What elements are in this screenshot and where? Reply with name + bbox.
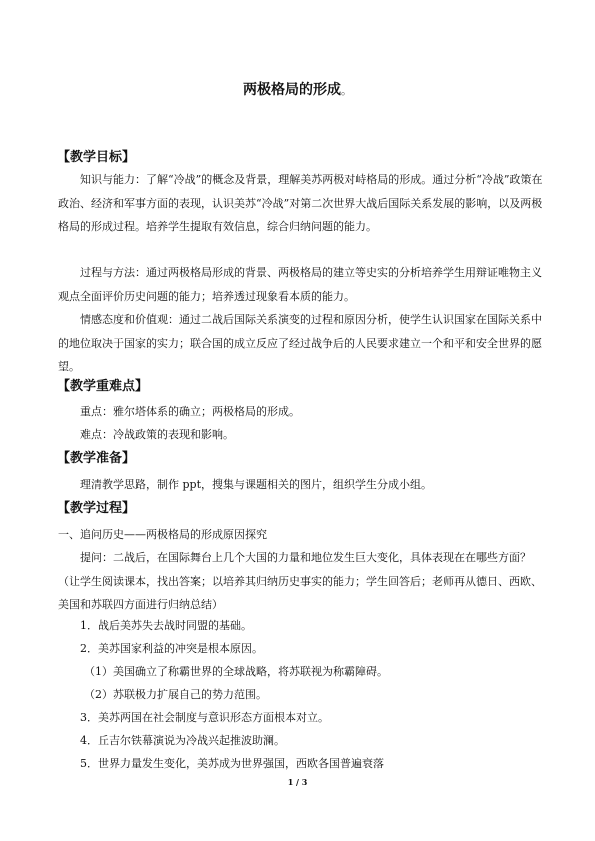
process-subitem: （2）苏联极力扩展自己的势力范围。 [84, 688, 267, 701]
key-difficulty: 难点：冷战政策的表现和影响。 [80, 428, 234, 441]
heading-process: 【教学过程】 [57, 501, 136, 516]
process-item: 2．美苏国家利益的冲突是根本原因。 [80, 642, 263, 655]
heading-preparation: 【教学准备】 [57, 451, 136, 466]
goals-method-paragraph: 过程与方法：通过两极格局形成的背景、两极格局的建立等史实的分析培养学生用辩证唯物主义观点全面评价历史问题的能力；培养透过现象看本质的能力。 [58, 266, 542, 303]
page-title [0, 79, 595, 99]
title-text: 两极格局的形成 [243, 82, 341, 98]
process-item: 1．战后美苏失去战时同盟的基础。 [80, 619, 252, 632]
key-focus: 重点：雅尔塔体系的确立；两极格局的形成。 [80, 405, 300, 418]
heading-key-points: 【教学重难点】 [57, 379, 149, 394]
title-mark: 。 [341, 84, 352, 97]
process-subitem: （1）美国确立了称霸世界的全球战略，将苏联视为称霸障碍。 [84, 665, 388, 678]
page-number: 1 / 3 [287, 777, 308, 787]
process-question-paragraph: 提问：二战后，在国际舞台上几个大国的力量和地位发生巨大变化，具体表现在在哪些方面？（让学生阅读课本，找出答案；以培养其归纳历史事实的能力；学生回答后；老师再从德日、西欧、美国和苏联四方面进行归纳总结） [58, 551, 542, 611]
process-part1-title: 一、追问历史——两极格局的形成原因探究 [58, 528, 267, 541]
process-item: 3．美苏两国在社会制度与意识形态方面根本对立。 [80, 711, 329, 724]
goals-knowledge-paragraph: 知识与能力：了解“冷战”的概念及背景，理解美苏两极对峙格局的形成。通过分析“冷战”政策在政治、经济和军事方面的表现，认识美苏“冷战”对第二次世界大战后国际关系发展的影响，以及两极格局的形成过程。培养学生提取有效信息，综合归纳问题的能力。 [58, 173, 543, 233]
goals-attitude-paragraph: 情感态度和价值观：通过二战后国际关系演变的过程和原因分析，使学生认识国家在国际关系中的地位取决于国家的实力；联合国的成立反应了经过战争后的人民要求建立一个和平和安全世界的愿望。 [58, 313, 542, 373]
process-item: 4．丘吉尔铁幕演说为冷战兴起推波助澜。 [80, 734, 285, 747]
preparation-text: 理清教学思路，制作 ppt，搜集与课题相关的图片，组织学生分成小组。 [80, 478, 432, 491]
process-item: 5．世界力量发生变化，美苏成为世界强国，西欧各国普遍衰落 [80, 757, 384, 770]
heading-goals: 【教学目标】 [57, 150, 136, 165]
